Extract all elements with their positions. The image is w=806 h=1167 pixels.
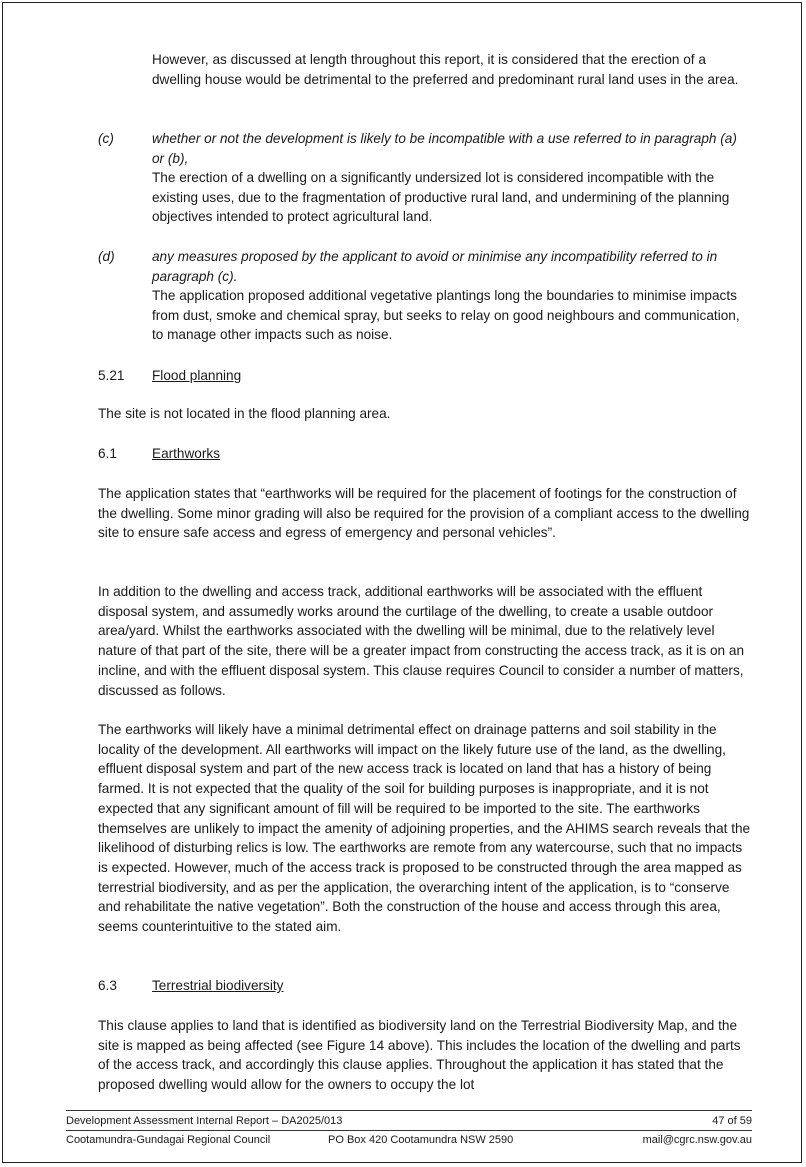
clause-c-marker: (c) xyxy=(98,131,114,146)
section-number: 6.3 xyxy=(98,978,117,993)
flood-planning-text: The site is not located in the flood planning area. xyxy=(98,406,391,421)
clause-c-response: The erection of a dwelling on a significantly undersized lot is considered incompatible with the existing uses, due to the fragmentation of productive rural land, and undermining of the planning objectives intended to protect agricultural land. xyxy=(152,170,730,225)
clause-d-response: The application proposed additional vegetative plantings long the boundaries to minimise impacts from dust, smoke and chemical spray, but seeks to relay on good neighbours and communication, to manage other impacts such as noise. xyxy=(152,288,740,343)
biodiversity-paragraph: This clause applies to land that is identified as biodiversity land on the Terrestrial Biodiversity Map, and the site is mapped as being affected (see Figure 14 above). This includes the location of the dwelling and parts of the access track, and accordingly this clause applies. Throughout the application it has stated that the proposed dwelling would allow for the owners to occupy the lot xyxy=(98,1018,741,1093)
section-title: Earthworks xyxy=(152,446,220,461)
earthworks-paragraph-3: The earthworks will likely have a minimal detrimental effect on drainage patterns and soil stability in the locality of the development. All earthworks will impact on the likely future use of the land, as the dwelling, effluent disposal system and part of the new access track is located on land that has a history of being farmed. It is not expected that the quality of the soil for building purposes is inappropriate, and it is not expected that any significant amount of fill will be required to be imported to the site. The earthworks themselves are unlikely to impact the amenity of adjoining properties, and the AHIMS search reveals that the likelihood of disturbing relics is low. The earthworks are remote from any watercourse, such that no impacts is expected. However, much of the access track is proposed to be constructed through the area mapped as terrestrial biodiversity, and as per the application, the overarching intent of the application, is to “conserve and rehabilitate the native vegetation”. Both the construction of the house and access through this area, seems counterintuitive to the stated aim. xyxy=(98,722,751,935)
clause-c-question: whether or not the development is likely to be incompatible with a use referred to in paragraph (a) or (b), xyxy=(152,131,737,166)
earthworks-paragraph-1: The application states that “earthworks will be required for the placement of footings for the construction of the dwelling. Some minor grading will also be required for the provision of a compliant access to the dwelling site to ensure safe access and egress of emergency and personal vehicles”. xyxy=(98,486,750,541)
footer-page-number: 47 of 59 xyxy=(712,1115,752,1127)
earthworks-paragraph-2: In addition to the dwelling and access track, additional earthworks will be associated with the effluent disposal system, and assumedly works around the curtilage of the dwelling, to create a usable outdoor area/yard. Whilst the earthworks associated with the dwelling will be minimal, due to the relatively level nature of that part of the site, there will be a greater impact from constructing the access track, as it is on an incline, and with the effluent disposal system. This clause requires Council to consider a number of matters, discussed as follows. xyxy=(98,584,745,698)
section-title: Flood planning xyxy=(152,368,242,383)
footer-rule-bottom xyxy=(66,1130,752,1131)
section-number: 5.21 xyxy=(98,368,125,383)
section-title: Terrestrial biodiversity xyxy=(152,978,284,993)
footer-rule-top xyxy=(66,1110,752,1111)
clause-d-question: any measures proposed by the applicant to avoid or minimise any incompatibility referred to in paragraph (c). xyxy=(152,249,718,284)
footer-address: PO Box 420 Cootamundra NSW 2590 xyxy=(328,1134,514,1146)
footer-report-title: Development Assessment Internal Report – DA2025/013 xyxy=(66,1115,343,1127)
intro-paragraph: However, as discussed at length throughout this report, it is considered that the erection of a dwelling house would be detrimental to the preferred and predominant rural land uses in the area. xyxy=(152,52,739,87)
footer-email: mail@cgrc.nsw.gov.au xyxy=(642,1134,752,1146)
footer-council-name: Cootamundra-Gundagai Regional Council xyxy=(66,1134,271,1146)
section-number: 6.1 xyxy=(98,446,117,461)
clause-d-marker: (d) xyxy=(98,249,115,264)
